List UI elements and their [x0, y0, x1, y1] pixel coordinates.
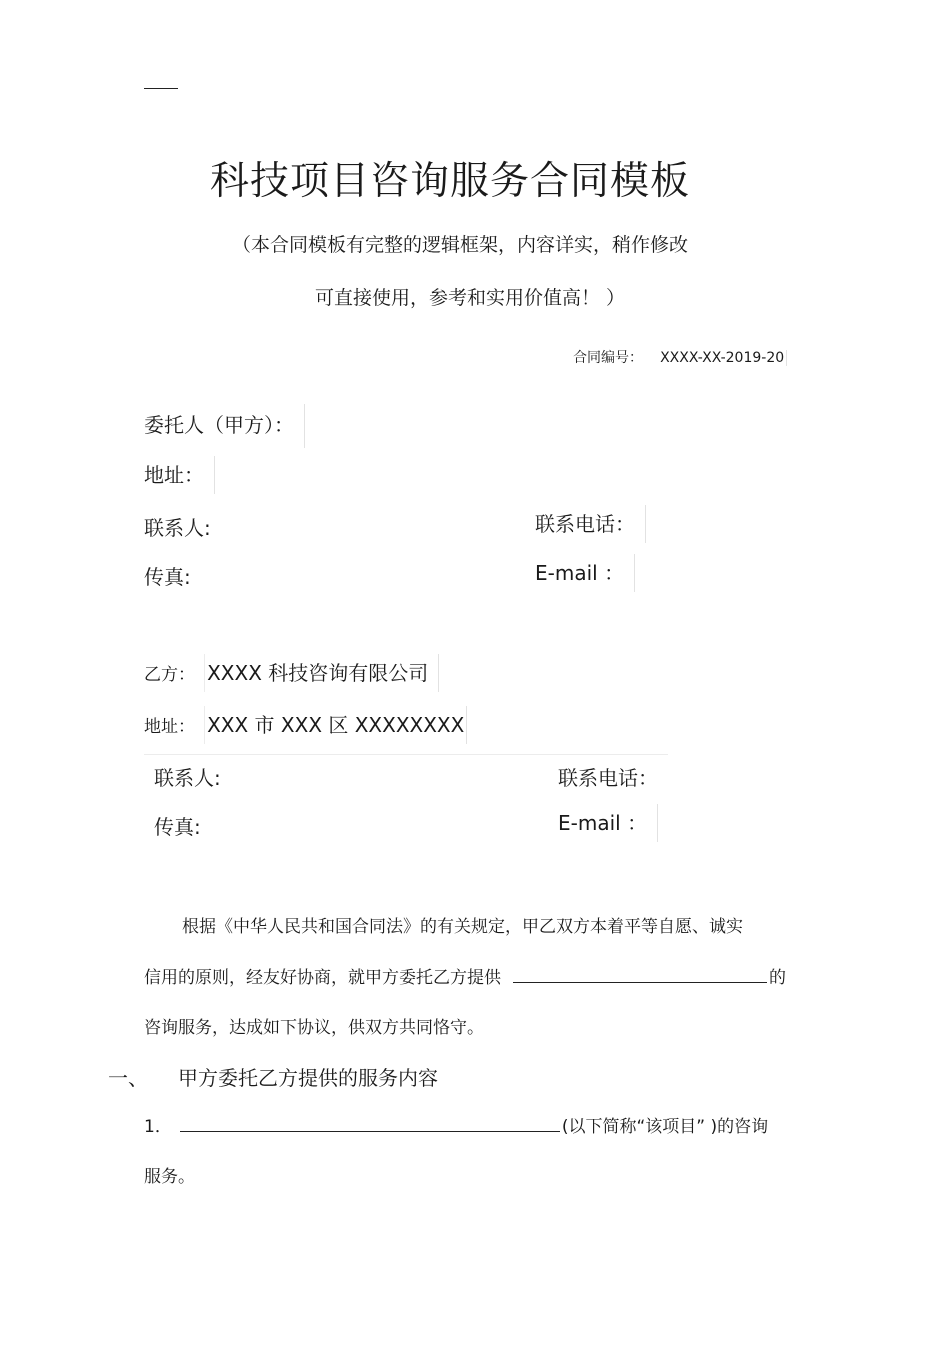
party-b-address-value: XXX 市 XXX 区 XXXXXXXX: [204, 706, 467, 744]
party-a-client: [144, 404, 305, 440]
project-name-blank: [180, 1131, 560, 1132]
subtitle-line-1: （本合同模板有完整的逻辑框架，内容详实，稍作修改: [231, 234, 688, 256]
party-a-phone-label: 联系电话：: [535, 505, 646, 543]
contract-number: [573, 347, 787, 367]
subtitle-line-2: 可直接使用，参考和实用价值高！ ）: [314, 287, 626, 309]
preamble-line-2-end: 的: [769, 968, 786, 988]
party-b-address-label: 地址：: [144, 717, 195, 737]
party-a-contact-label: 联系人:: [144, 516, 211, 540]
party-b-email-label: E-mail ：: [558, 804, 658, 842]
contract-number-label: 合同编号：: [573, 350, 643, 366]
document-title: 科技项目咨询服务合同模板: [209, 159, 690, 204]
party-a-address-label: 地址：: [144, 456, 215, 494]
party-b-fax-label: 传真:: [154, 815, 201, 839]
party-a-fax-label: 传真:: [144, 565, 191, 589]
section-1-title: 甲方委托乙方提供的服务内容: [178, 1066, 438, 1090]
party-a-email: [535, 554, 635, 592]
party-a-email-label: E-mail ：: [535, 554, 635, 592]
item-1-text: (以下简称“该项目” )的咨询: [561, 1117, 769, 1137]
party-b-name-row: [144, 654, 439, 694]
preamble-line-3: 咨询服务，达成如下协议，供双方共同恪守。: [144, 1018, 484, 1038]
preamble-line-1: 根据《中华人民共和国合同法》的有关规定，甲乙双方本着平等自愿、诚实: [182, 917, 743, 937]
section-1-number: 一、: [108, 1066, 148, 1090]
party-b-divider: [144, 754, 668, 755]
party-a-address: [144, 456, 215, 494]
party-b-label: 乙方：: [144, 665, 195, 685]
party-b-address-row: [144, 706, 467, 746]
party-b-phone-label: 联系电话：: [558, 766, 658, 790]
party-b-contact-label: 联系人:: [154, 766, 221, 790]
party-a-phone: [535, 505, 646, 543]
service-blank: [513, 982, 767, 983]
section-1-item-1: [144, 1112, 768, 1137]
header-mark: [144, 88, 178, 89]
contract-number-value: XXXX-XX-2019-20: [660, 350, 787, 366]
party-a-client-label: 委托人（甲方）：: [144, 404, 305, 448]
party-b-name: XXXX 科技咨询有限公司: [204, 654, 439, 692]
section-1-item-1-continued: 服务。: [144, 1167, 195, 1187]
party-b-email: [558, 804, 658, 842]
preamble-line-2-text: 信用的原则，经友好协商，就甲方委托乙方提供: [144, 968, 501, 988]
preamble-line-2: [144, 963, 786, 988]
item-1-number: 1．: [144, 1117, 172, 1137]
